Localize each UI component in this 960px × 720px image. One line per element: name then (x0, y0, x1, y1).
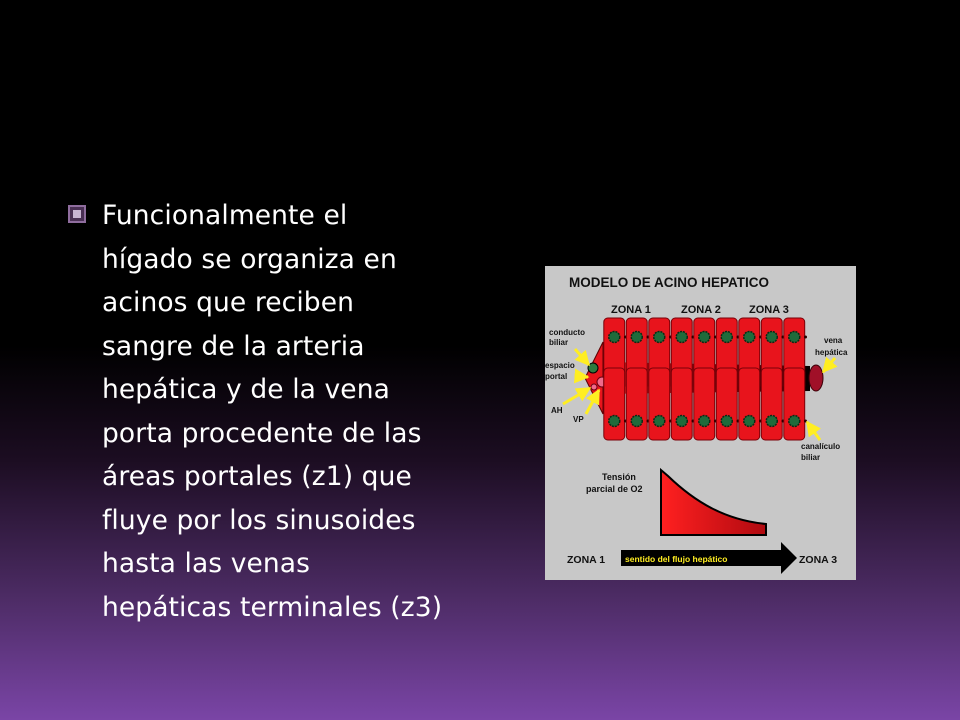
label-vp: VP (573, 415, 584, 424)
hepatic-artery-icon (591, 384, 597, 390)
hepatocyte-bottom-cell (671, 368, 692, 440)
nucleus-icon (766, 416, 777, 427)
nucleus-icon (654, 416, 665, 427)
canaliculus-dot (804, 420, 807, 423)
acinus-diagram (545, 266, 856, 580)
hepatocyte-bottom-cell (604, 368, 625, 440)
nucleus-icon (676, 332, 687, 343)
hepatocyte-bottom-cell (716, 368, 737, 440)
nucleus-icon (744, 332, 755, 343)
nucleus-icon (609, 332, 620, 343)
zone-2-header: ZONA 2 (681, 304, 721, 316)
label-ah: AH (551, 406, 563, 415)
zone-3-header: ZONA 3 (749, 304, 789, 316)
nucleus-icon (721, 332, 732, 343)
label-biliar: biliar (549, 338, 569, 347)
canaliculus-dot (804, 336, 807, 339)
hepatocyte-bottom-cell (626, 368, 647, 440)
nucleus-icon (654, 332, 665, 343)
hepatocyte-bottom-cell (739, 368, 760, 440)
nucleus-icon (789, 416, 800, 427)
flow-zone-1: ZONA 1 (567, 554, 606, 566)
nucleus-icon (676, 416, 687, 427)
hepatocyte-bottom-cell (761, 368, 782, 440)
bullet-marker-icon (68, 205, 86, 223)
acinus-diagram-svg (545, 266, 856, 580)
hepatocyte-bottom-cell (784, 368, 805, 440)
nucleus-icon (744, 416, 755, 427)
nucleus-icon (609, 416, 620, 427)
nucleus-icon (789, 332, 800, 343)
label-portal: portal (545, 372, 568, 381)
bullet-list (68, 194, 478, 629)
label-espacio: espacio (545, 361, 575, 370)
label-tension: Tensión (602, 472, 636, 482)
label-vena: vena (824, 336, 843, 345)
nucleus-icon (699, 332, 710, 343)
flow-arrow-label: sentido del flujo hepático (625, 554, 728, 564)
nucleus-icon (721, 416, 732, 427)
hepatocyte-row-bottom (604, 368, 807, 440)
hepatocyte-bottom-cell (649, 368, 670, 440)
label-conducto: conducto (549, 328, 585, 337)
nucleus-icon (631, 332, 642, 343)
pointer-portal-space (575, 376, 588, 377)
hepatocyte-bottom-cell (694, 368, 715, 440)
central-vein (809, 365, 823, 391)
flow-zone-3: ZONA 3 (799, 554, 838, 566)
label-parcial-o2: parcial de O2 (586, 484, 643, 494)
label-canaliculo-biliar: biliar (801, 453, 821, 462)
diagram-title: MODELO DE ACINO HEPATICO (569, 275, 770, 290)
zone-1-header: ZONA 1 (611, 304, 651, 316)
label-hepatica: hepática (815, 348, 848, 357)
bullet-text: Funcionalmente el hígado se organiza en acinos que reciben sangre de la arteria hepática y de la vena porta procedente de las áreas portales (z1) que fluye por los sinusoides hasta las venas hepáticas terminales (z3) (102, 200, 443, 623)
nucleus-icon (766, 332, 777, 343)
label-canaliculo: canalículo (801, 442, 841, 451)
nucleus-icon (631, 416, 642, 427)
nucleus-icon (699, 416, 710, 427)
